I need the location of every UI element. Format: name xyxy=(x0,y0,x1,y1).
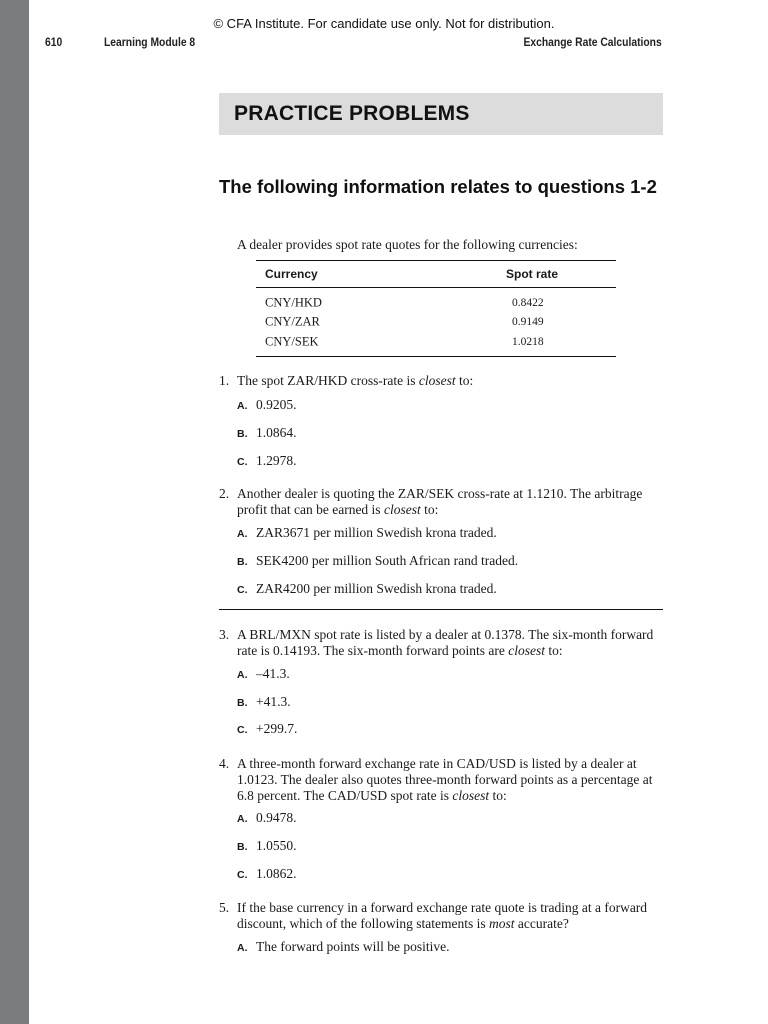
question-4-option-a: A. 0.9478. xyxy=(237,810,297,825)
currency-cell: CNY/HKD xyxy=(265,295,322,310)
question-2-option-b: B. SEK4200 per million South African rand traded. xyxy=(237,553,519,568)
question-4 xyxy=(219,756,663,804)
question-1-option-b: B. 1.0864. xyxy=(237,425,297,440)
question-number: 5. xyxy=(219,900,230,915)
question-1 xyxy=(219,373,663,389)
currency-cell: CNY/ZAR xyxy=(265,314,320,329)
table-row xyxy=(256,313,616,333)
column-header-currency: Currency xyxy=(265,267,318,281)
question-number: 2. xyxy=(219,486,230,501)
question-3-option-b: B. +41.3. xyxy=(237,694,291,709)
question-4-option-b: B. 1.0550. xyxy=(237,838,297,853)
intro-text: A dealer provides spot rate quotes for the following currencies: xyxy=(237,237,578,252)
spot-rate-table xyxy=(256,260,616,357)
section-label: Exchange Rate Calculations xyxy=(523,35,662,49)
question-5 xyxy=(219,900,663,932)
module-label: Learning Module 8 xyxy=(104,35,196,49)
question-text: Another dealer is quoting the ZAR/SEK cross-rate at 1.1210. The arbitrage profit that can be earned is closest to: xyxy=(237,486,643,517)
question-group-heading: The following information relates to questions 1-2 xyxy=(219,176,657,197)
copyright-notice: © CFA Institute. For candidate use only. Not for distribution. xyxy=(213,16,555,31)
section-title-banner xyxy=(219,93,663,135)
question-text: The spot ZAR/HKD cross-rate is closest to: xyxy=(237,373,474,388)
question-number: 4. xyxy=(219,756,230,771)
page-edge-bar xyxy=(0,0,29,1024)
question-number: 3. xyxy=(219,627,230,642)
currency-cell: CNY/SEK xyxy=(265,334,319,349)
question-3-option-c: C. +299.7. xyxy=(237,721,298,736)
spot-rate-cell: 1.0218 xyxy=(512,335,544,348)
question-number: 1. xyxy=(219,373,230,388)
spot-rate-cell: 0.8422 xyxy=(512,296,544,309)
question-1-option-c: C. 1.2978. xyxy=(237,453,297,468)
question-4-option-c: C. 1.0862. xyxy=(237,866,297,881)
question-1-option-a: A. 0.9205. xyxy=(237,397,297,412)
question-2-option-c: C. ZAR4200 per million Swedish krona traded. xyxy=(237,581,497,596)
question-text: A BRL/MXN spot rate is listed by a dealer at 0.1378. The six-month forward rate is 0.14193. The six-month forward points are closest to: xyxy=(237,627,654,658)
spot-rate-cell: 0.9149 xyxy=(512,316,544,329)
section-title: PRACTICE PROBLEMS xyxy=(234,102,470,125)
question-5-option-a: A. The forward points will be positive. xyxy=(237,939,450,954)
question-3 xyxy=(219,627,663,659)
table-row xyxy=(256,293,616,313)
question-2 xyxy=(219,486,663,518)
table-row xyxy=(256,332,616,352)
divider-line xyxy=(219,609,663,610)
question-text: A three-month forward exchange rate in CAD/USD is listed by a dealer at 1.0123. The dealer also quotes three-month forward points as a percentage at 6.8 percent. The CAD/USD spot rate is closest to: xyxy=(237,756,653,803)
question-2-option-a: A. ZAR3671 per million Swedish krona traded. xyxy=(237,525,497,540)
question-3-option-a: A. –41.3. xyxy=(237,666,290,681)
table-header xyxy=(256,261,616,288)
question-text: If the base currency in a forward exchange rate quote is trading at a forward discount, which of the following statements is most accurate? xyxy=(237,900,648,931)
column-header-spot-rate: Spot rate xyxy=(506,267,559,281)
page-number: 610 xyxy=(45,35,63,49)
